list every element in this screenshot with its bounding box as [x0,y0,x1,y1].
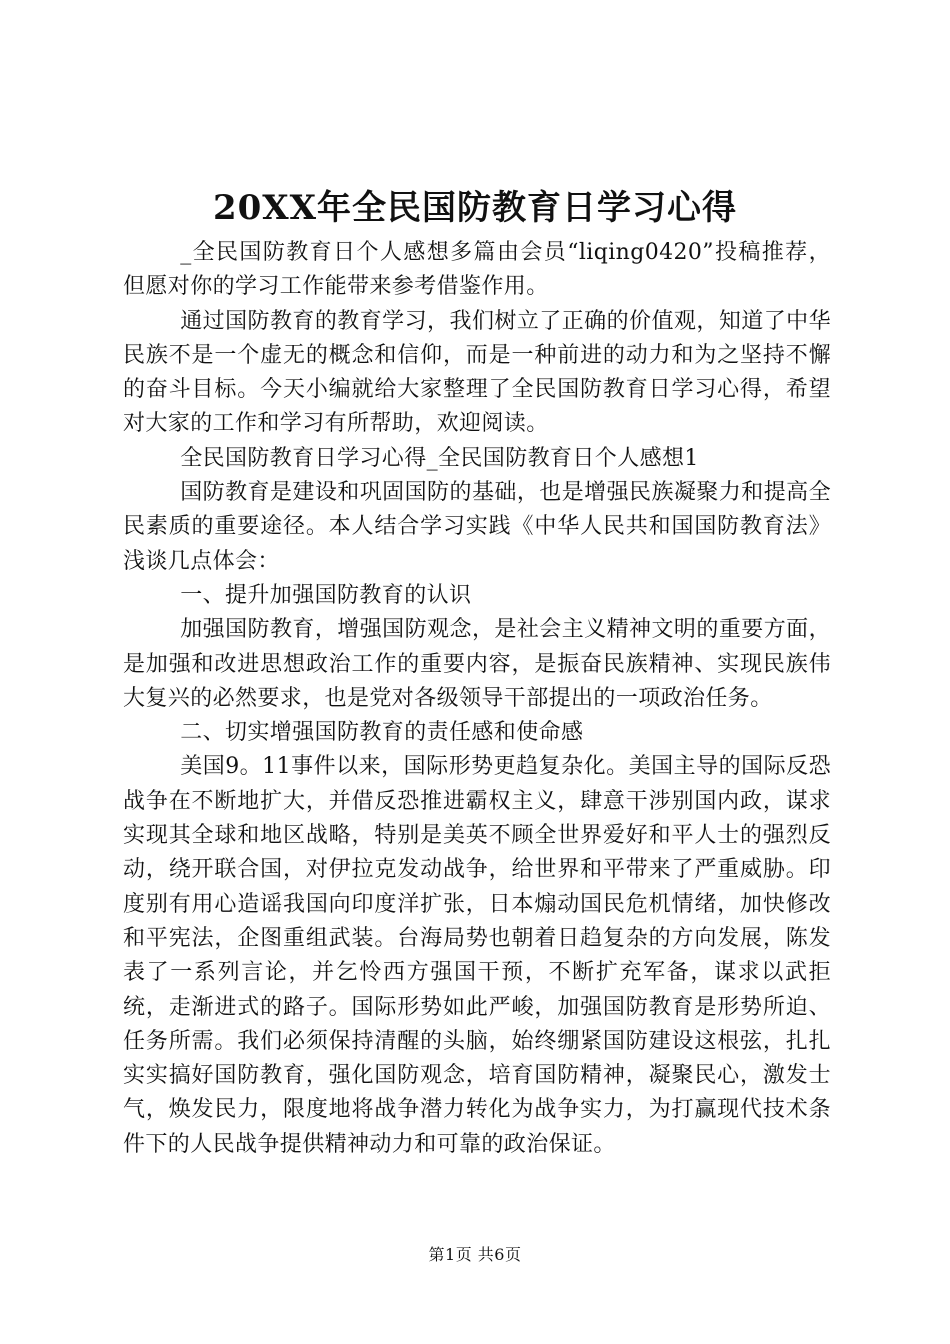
section-heading-2: 二、切实增强国防教育的责任感和使命感 [180,720,584,746]
page-footer: 第1页 共6页 [428,1245,522,1264]
paragraph-section-2: 美国9。11事件以来，国际形势更趋复杂化。美国主导的国际反恐战争在不断地扩大，并借反恐推进霸权主义，肆意干涉别国内政，谋求实现其全球和地区战略，特别是美英不顾全世界爱好和平人士的强烈反动，绕开联合国，对伊拉克发动战争，给世界和平带来了严重威胁。印度别有用心造谣我国向印度洋扩张，日本煽动国民危机情绪，加快修改和平宪法，企图重组武装。台海局势也朝着日趋复杂的方向发展，陈发表了一系列言论，并乞怜西方强国干预，不断扩充军备，谋求以武拒统，走渐进式的路子。国际形势如此严峻，加强国防教育是形势所迫、任务所需。我们必须保持清醒的头脑，始终绷紧国防建设这根弦，扎扎实实搞好国防教育，强化国防观念，培育国防精神，凝聚民心，激发士气，焕发民力，限度地将战争潜力转化为战争实力，为打赢现代技术条件下的人民战争提供精神动力和可靠的政治保证。 [123,754,831,1157]
document-title: 20XX年全民国防教育日学习心得 [212,188,738,228]
paragraph-section-1: 加强国防教育，增强国防观念，是社会主义精神文明的重要方面，是加强和改进思想政治工作的重要内容，是振奋民族精神、实现民族伟大复兴的必然要求，也是党对各级领导干部提出的一项政治任务。 [123,617,831,711]
section-heading-1: 一、提升加强国防教育的认识 [180,582,472,608]
paragraph-basis: 国防教育是建设和巩固国防的基础，也是增强民族凝聚力和提高全民素质的重要途径。本人结合学习实践《中华人民共和国国防教育法》浅谈几点体会： [123,480,831,574]
document-body [123,236,831,1162]
paragraph-summary: 通过国防教育的教育学习，我们树立了正确的价值观，知道了中华民族不是一个虚无的概念和信仰，而是一种前进的动力和为之坚持不懈的奋斗目标。今天小编就给大家整理了全民国防教育日学习心得，希望对大家的工作和学习有所帮助，欢迎阅读。 [123,308,831,437]
paragraph-subtitle: 全民国防教育日学习心得_全民国防教育日个人感想1 [180,445,699,471]
paragraph-intro: _全民国防教育日个人感想多篇由会员“liqing0420”投稿推荐，但愿对你的学习工作能带来参考借鉴作用。 [123,240,831,300]
